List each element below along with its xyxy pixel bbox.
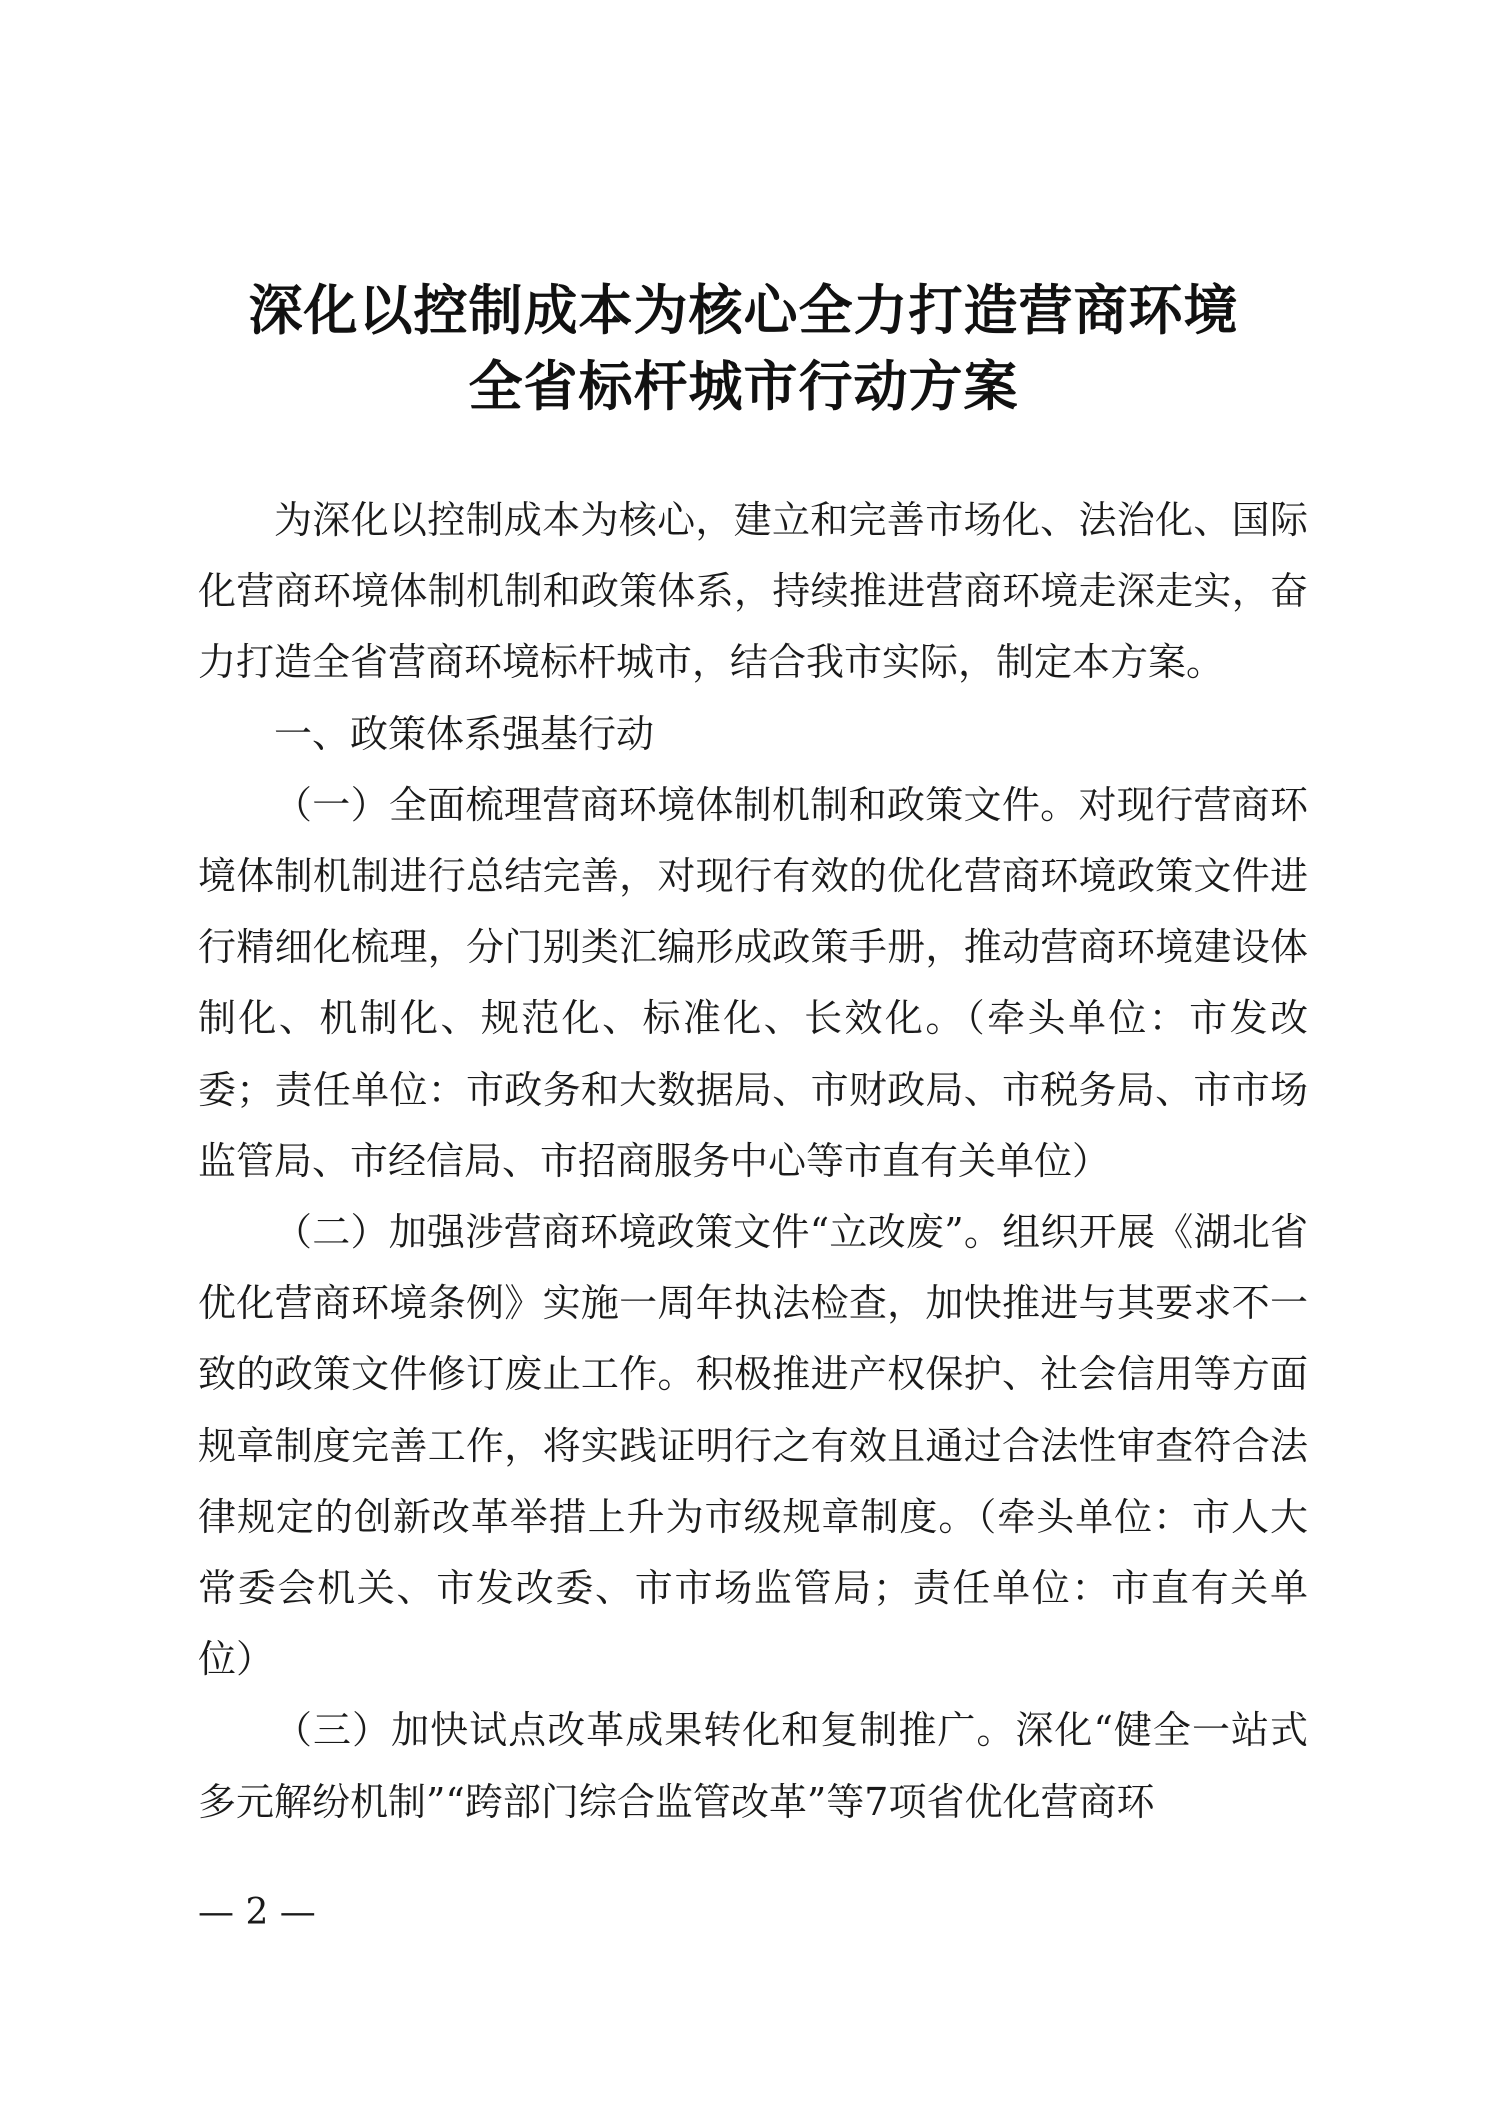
section-heading: 一、政策体系强基行动	[274, 711, 655, 756]
document-body	[198, 485, 1308, 1838]
page-number: — 2 —	[198, 1892, 316, 1933]
item-3-paragraph: （三）加快试点改革成果转化和复制推广。深化“健全一站式多元解纷机制”“跨部门综合监管改革”等7项省优化营商环	[198, 1708, 1308, 1824]
document-title-line2: 全省标杆城市行动方案	[468, 355, 1019, 418]
document-title-line1: 深化以控制成本为核心全力打造营商环境	[248, 279, 1239, 342]
item-1-paragraph: （一）全面梳理营商环境体制机制和政策文件。对现行营商环境体制机制进行总结完善，对现行有效的优化营商环境政策文件进行精细化梳理，分门别类汇编形成政策手册，推动营商环境建设体制化、机制化、规范化、标准化、长效化。（牵头单位：市发改委；责任单位：市政务和大数据局、市财政局、市税务局、市市场监管局、市经信局、市招商服务中心等市直有关单位）	[198, 782, 1308, 1183]
item-2-paragraph: （二）加强涉营商环境政策文件“立改废”。组织开展《湖北省优化营商环境条例》实施一周年执法检查，加快推进与其要求不一致的政策文件修订废止工作。积极推进产权保护、社会信用等方面规章制度完善工作，将实践证明行之有效且通过合法性审查符合法律规定的创新改革举措上升为市级规章制度。（牵头单位：市人大常委会机关、市发改委、市市场监管局；责任单位：市直有关单位）	[198, 1210, 1308, 1682]
intro-paragraph: 为深化以控制成本为核心，建立和完善市场化、法治化、国际化营商环境体制机制和政策体系，持续推进营商环境走深走实，奋力打造全省营商环境标杆城市，结合我市实际，制定本方案。	[198, 498, 1308, 685]
